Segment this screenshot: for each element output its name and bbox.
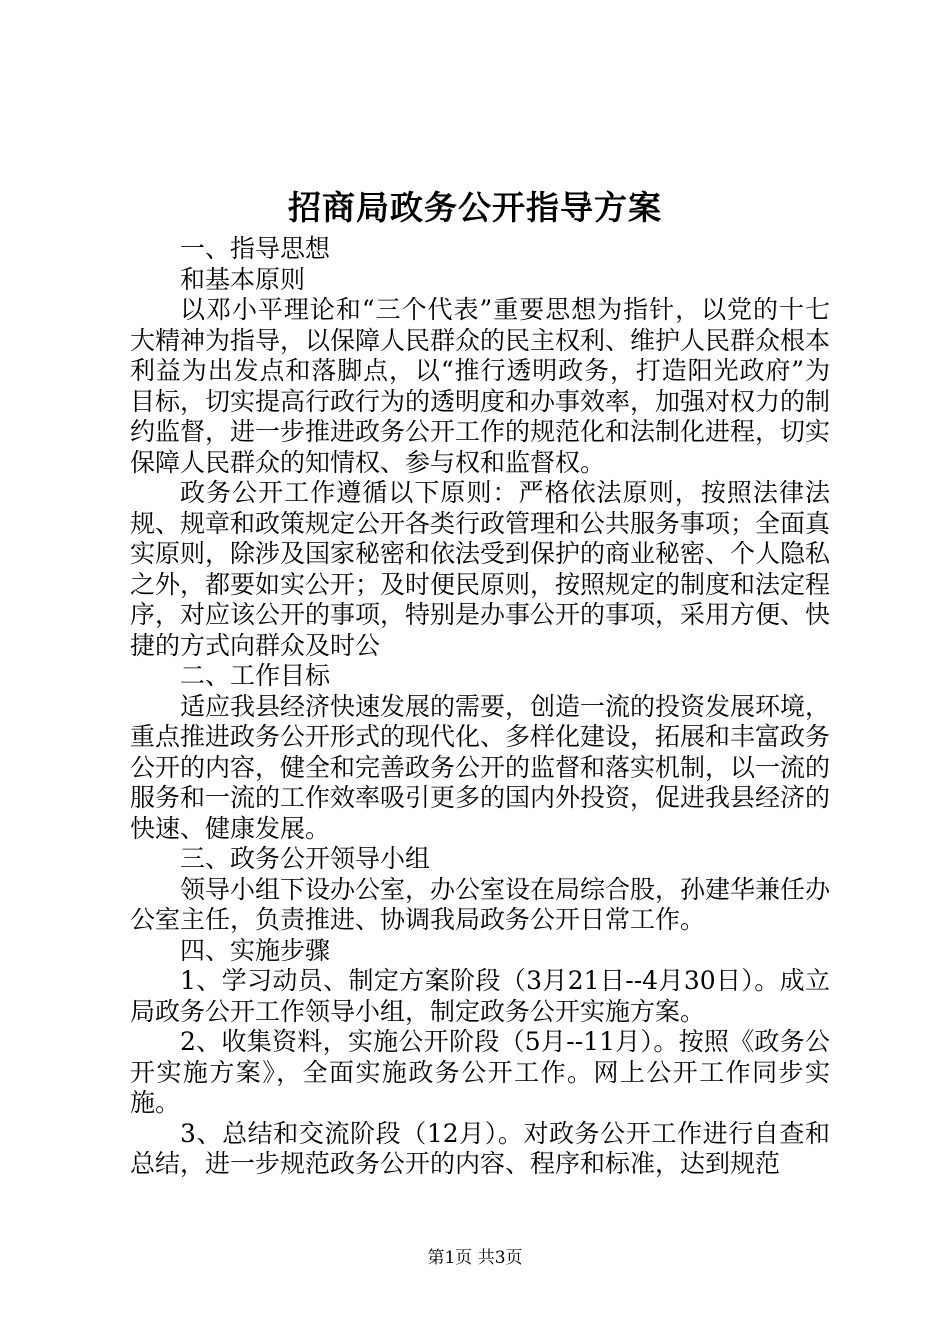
section-heading: 三、政务公开领导小组	[180, 844, 431, 873]
document-title: 招商局政务公开指导方案	[288, 188, 662, 227]
paragraph: 1、学习动员、制定方案阶段（3月21日--4月30日）。成立局政务公开工作领导小组，制定政务公开实施方案。	[130, 966, 830, 1026]
section-heading: 一、指导思想	[180, 234, 331, 263]
paragraph: 和基本原则	[180, 264, 306, 294]
paragraph: 领导小组下设办公室，办公室设在局综合股，孙建华兼任办公室主任，负责推进、协调我局政务公开日常工作。	[130, 874, 831, 934]
section-heading: 二、工作目标	[180, 661, 331, 690]
paragraph: 3、总结和交流阶段（12月）。对政务公开工作进行自查和总结，进一步规范政务公开的内容、程序和标准，达到规范	[130, 1118, 830, 1178]
paragraph: 政务公开工作遵循以下原则：严格依法原则，按照法律法规、规章和政策规定公开各类行政管理和公共服务事项；全面真实原则，除涉及国家秘密和依法受到保护的商业秘密、个人隐私之外，都要如实公开；及时便民原则，按照规定的制度和法定程序，对应该公开的事项，特别是办事公开的事项，采用方便、快捷的方式向群众及时公	[130, 478, 831, 660]
paragraph: 适应我县经济快速发展的需要，创造一流的投资发展环境，重点推进政务公开形式的现代化、多样化建设，拓展和丰富政务公开的内容，健全和完善政务公开的监督和落实机制，以一流的服务和一流的工作效率吸引更多的国内外投资，促进我县经济的快速、健康发展。	[130, 691, 831, 843]
page-number: 第1页 共3页	[427, 1248, 523, 1268]
document-body	[130, 234, 830, 1180]
section-heading: 四、实施步骤	[180, 935, 331, 965]
paragraph: 以邓小平理论和“三个代表”重要思想为指针，以党的十七大精神为指导，以保障人民群众的民主权利、维护人民群众根本利益为出发点和落脚点，以“推行透明政务，打造阳光政府”为目标，切实提高行政行为的透明度和办事效率，加强对权力的制约监督，进一步推进政务公开工作的规范化和法制化进程，切实保障人民群众的知情权、参与权和监督权。	[130, 295, 831, 477]
paragraph: 2、收集资料，实施公开阶段（5月--11月）。按照《政务公开实施方案》，全面实施政务公开工作。网上公开工作同步实施。	[130, 1027, 830, 1117]
